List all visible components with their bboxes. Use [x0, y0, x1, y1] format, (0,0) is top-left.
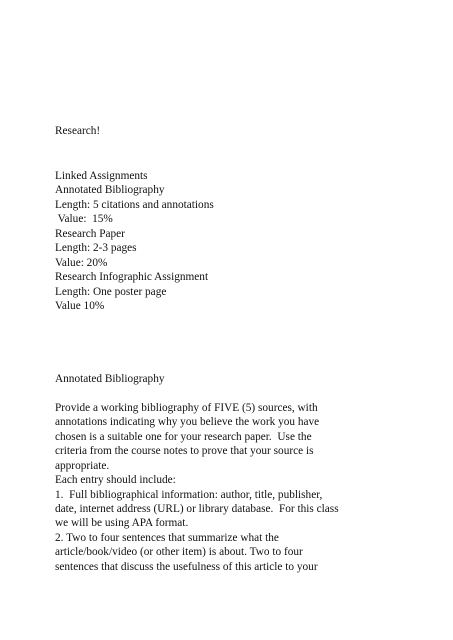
list-item-text: article/book/video (or other item) is about. Two to four: [55, 546, 303, 559]
annotated-bibliography-section: [55, 372, 435, 574]
assignment-value: Value: 15%: [55, 213, 113, 226]
assignment-name: Annotated Bibliography: [55, 184, 165, 197]
list-item-text: sentences that discuss the usefulness of this article to your: [55, 560, 318, 573]
body-text-line: appropriate.: [55, 459, 110, 472]
blank-line: [55, 386, 435, 400]
document-title-block: [55, 124, 435, 138]
assignment-length: Length: 5 citations and annotations: [55, 198, 214, 211]
document-title: Research!: [55, 125, 101, 137]
linked-assignments-block: [55, 169, 435, 313]
body-text-line: annotations indicating why you believe the work you have: [55, 416, 320, 429]
list-item-text: date, internet address (URL) or library database. For this class: [55, 502, 339, 515]
linked-assignments-heading: Linked Assignments: [55, 170, 148, 182]
assignment-length: Length: One poster page: [55, 285, 167, 298]
assignment-name: Research Paper: [55, 227, 125, 240]
body-text-line: Each entry should include:: [55, 474, 176, 487]
body-text-line: criteria from the course notes to prove that your source is: [55, 445, 314, 458]
assignment-name: Research Infographic Assignment: [55, 271, 209, 284]
body-text-line: Provide a working bibliography of FIVE (5) sources, with: [55, 401, 318, 414]
section-heading: Annotated Bibliography: [55, 373, 165, 385]
assignment-value: Value 10%: [55, 299, 105, 312]
list-item-text: we will be using APA format.: [55, 517, 189, 530]
body-text-line: chosen is a suitable one for your research paper. Use the: [55, 430, 312, 443]
list-item-text: 1. Full bibliographical information: author, title, publisher,: [55, 488, 323, 501]
assignment-length: Length: 2-3 pages: [55, 242, 137, 255]
assignment-value: Value: 20%: [55, 256, 108, 269]
list-item-text: 2. Two to four sentences that summarize what the: [55, 531, 279, 544]
